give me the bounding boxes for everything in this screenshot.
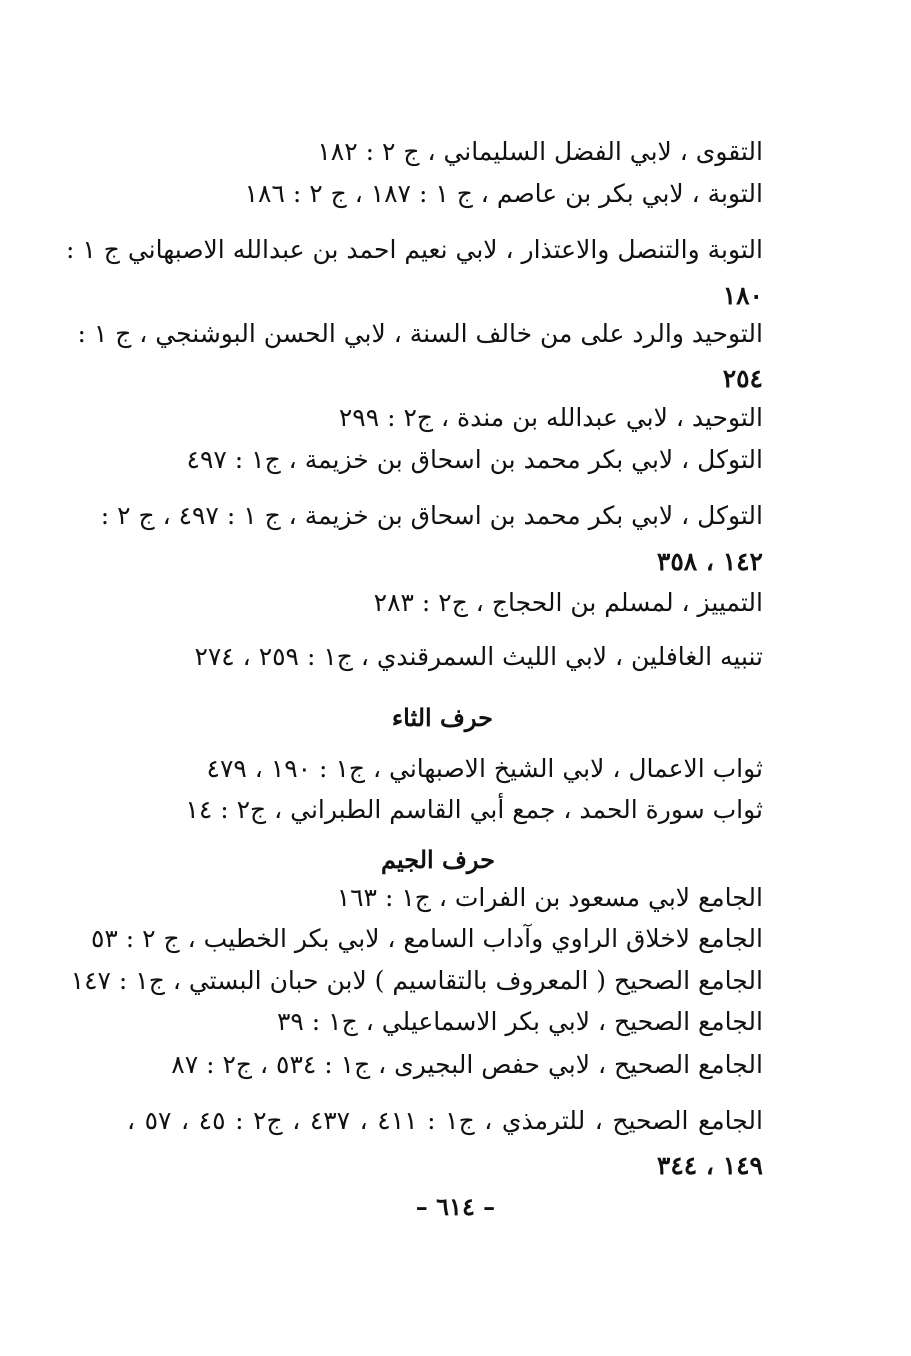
index-entry: التوكل ، لابي بكر محمد بن اسحاق بن خزيمة ، ج١ : ٤٩٧: [186, 445, 763, 474]
index-entry: التقوى ، لابي الفضل السليماني ، ج ٢ : ١٨٢: [317, 137, 763, 166]
section-heading: حرف الثاء: [391, 703, 493, 732]
index-entry: التوكل ، لابي بكر محمد بن اسحاق بن خزيمة ، ج ١ : ٤٩٧ ، ج ٢ :: [100, 501, 763, 530]
page-number: – ٦١٤ –: [415, 1192, 496, 1221]
index-entry: الجامع لابي مسعود بن الفرات ، ج١ : ١٦٣: [336, 883, 763, 912]
index-entry-continuation: ١٨٠: [722, 281, 763, 310]
index-entry: ثواب سورة الحمد ، جمع أبي القاسم الطبراني ، ج٢ : ١٤: [185, 795, 763, 824]
index-entry-continuation: ١٤٩ ، ٣٤٤: [656, 1151, 763, 1180]
index-entry: الجامع الصحيح ( المعروف بالتقاسيم ) لابن حبان البستي ، ج١ : ١٤٧: [70, 966, 763, 995]
index-entry: ثواب الاعمال ، لابي الشيخ الاصبهاني ، ج١ : ١٩٠ ، ٤٧٩: [206, 754, 763, 783]
index-entry: الجامع الصحيح ، لابي بكر الاسماعيلي ، ج١ : ٣٩: [276, 1007, 763, 1036]
index-entry-continuation: ٢٥٤: [722, 364, 763, 393]
index-entry: الجامع الصحيح ، لابي حفص البجيرى ، ج١ : ٥٣٤ ، ج٢ : ٨٧: [171, 1050, 763, 1079]
index-entry: التوحيد والرد على من خالف السنة ، لابي الحسن البوشنجي ، ج ١ :: [77, 319, 763, 348]
index-entry: التوبة والتنصل والاعتذار ، لابي نعيم احمد بن عبدالله الاصبهاني ج ١ :: [66, 235, 763, 264]
index-entry: الجامع لاخلاق الراوي وآداب السامع ، لابي بكر الخطيب ، ج ٢ : ٥٣: [90, 924, 763, 953]
index-entry-continuation: ١٤٢ ، ٣٥٨: [656, 547, 763, 576]
index-entry: التوبة ، لابي بكر بن عاصم ، ج ١ : ١٨٧ ، ج ٢ : ١٨٦: [244, 179, 763, 208]
index-entry: التمييز ، لمسلم بن الحجاج ، ج٢ : ٢٨٣: [373, 588, 763, 617]
section-heading: حرف الجيم: [381, 845, 495, 874]
index-entry: تنبيه الغافلين ، لابي الليث السمرقندي ، ج١ : ٢٥٩ ، ٢٧٤: [194, 642, 763, 671]
index-entry: الجامع الصحيح ، للترمذي ، ج١ : ٤١١ ، ٤٣٧ ، ج٢ : ٤٥ ، ٥٧ ،: [127, 1106, 763, 1135]
index-entry: التوحيد ، لابي عبدالله بن مندة ، ج٢ : ٢٩٩: [338, 403, 763, 432]
